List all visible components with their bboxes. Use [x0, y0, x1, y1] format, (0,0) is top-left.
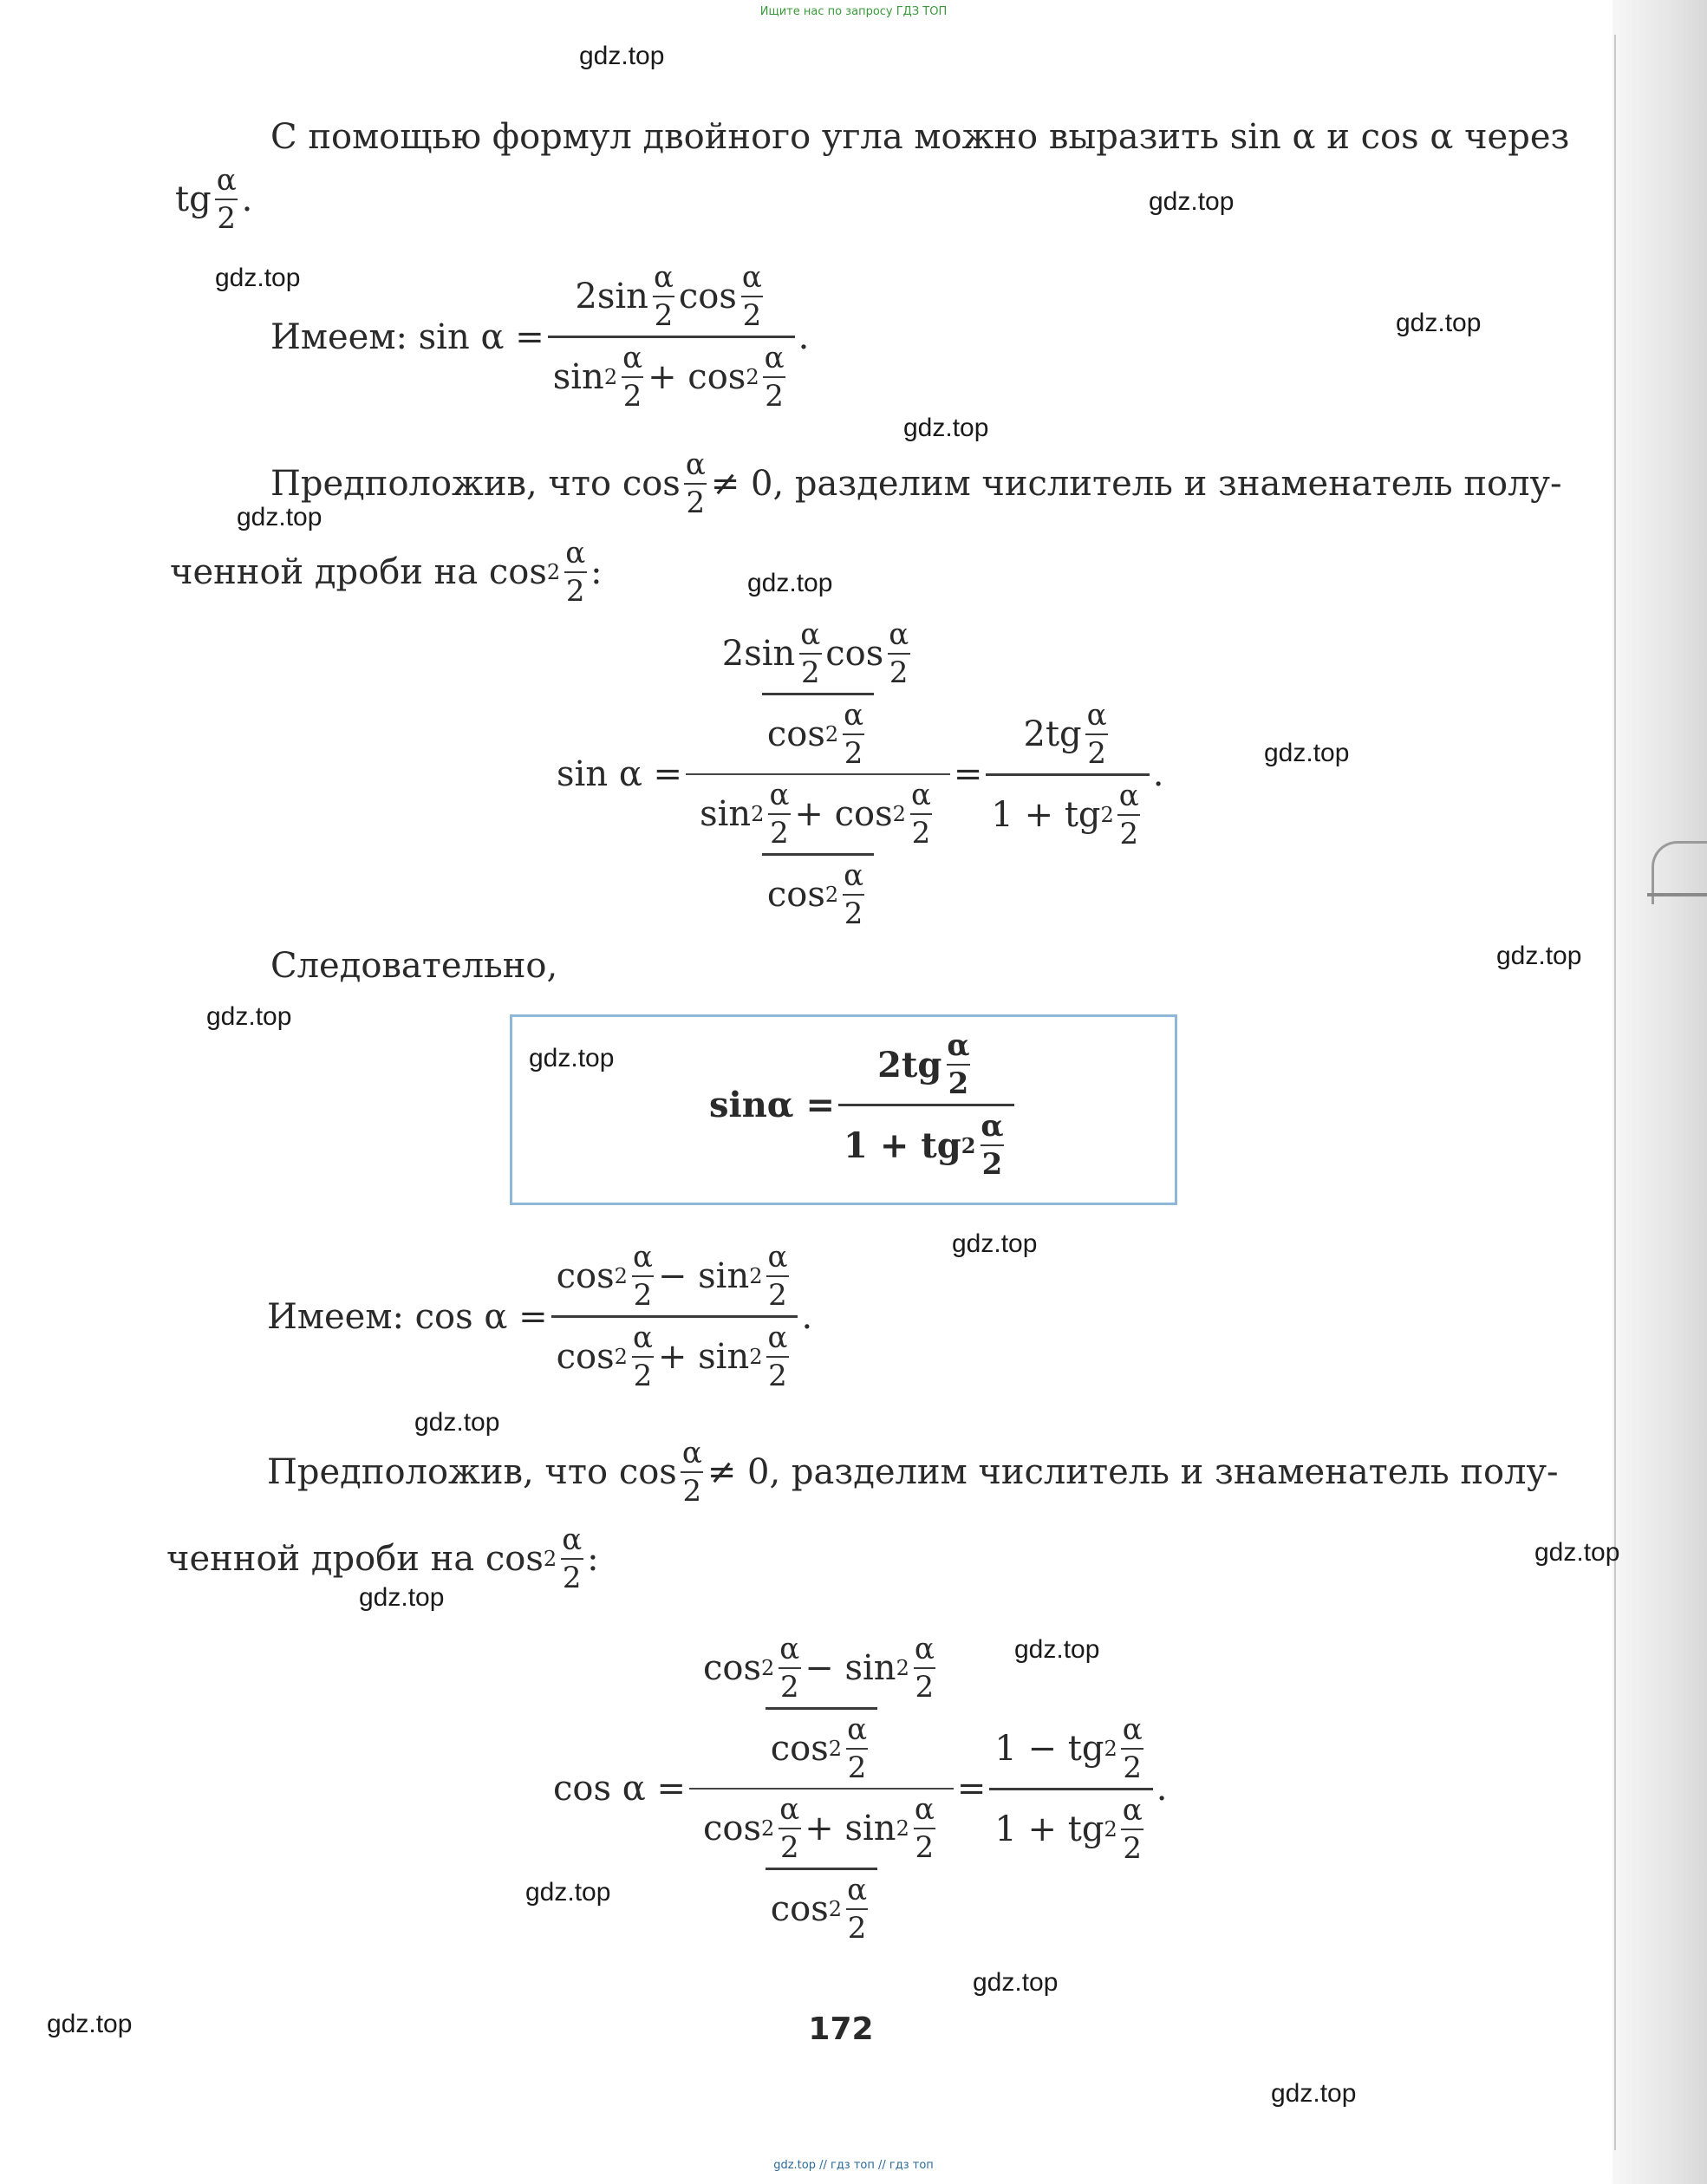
- fraction-alpha-half: [842, 858, 865, 931]
- minus: −: [1027, 1728, 1058, 1769]
- square: 2: [749, 1345, 763, 1369]
- cos-symbol: cos: [834, 794, 893, 834]
- page-number: 172: [808, 2011, 874, 2047]
- period: .: [1156, 1769, 1168, 1809]
- numerator: [570, 260, 772, 336]
- one: 1: [991, 794, 1013, 835]
- sub-fraction: [698, 1632, 945, 1785]
- square: 2: [614, 1264, 628, 1288]
- numerator: α: [769, 778, 790, 812]
- square: 2: [1104, 1816, 1117, 1842]
- sin-symbol: sin: [418, 316, 470, 357]
- divide-line: [166, 1522, 599, 1595]
- fraction-alpha-half: [979, 1109, 1005, 1182]
- sin-symbol: sin: [557, 754, 609, 794]
- main-fraction: [551, 1240, 798, 1393]
- sub-fraction: [694, 778, 941, 931]
- fraction-alpha-half: [631, 1320, 655, 1393]
- assumption-text: Предположив, что: [270, 464, 612, 504]
- denominator: 2: [1121, 1748, 1143, 1785]
- cos-symbol: cos: [553, 1769, 612, 1809]
- fraction-alpha-half: [766, 1240, 790, 1313]
- denominator: 2: [215, 199, 238, 236]
- cos-symbol: cos: [770, 1889, 829, 1929]
- fraction-alpha-half: [1121, 1793, 1144, 1866]
- numerator: α: [914, 1792, 935, 1827]
- numerator: [694, 778, 941, 853]
- tg-symbol: tg: [921, 1125, 961, 1166]
- period: .: [798, 316, 810, 357]
- square: 2: [961, 1132, 976, 1158]
- cos-derivation: [553, 1632, 1167, 1946]
- denominator: 2: [846, 1748, 869, 1785]
- numerator: α: [767, 1240, 788, 1275]
- denominator: [838, 1104, 1014, 1182]
- equals: =: [515, 316, 544, 357]
- fraction-alpha-half: [913, 1792, 936, 1865]
- fraction-alpha-half: [1121, 1712, 1144, 1785]
- watermark: gdz.top: [1149, 187, 1235, 216]
- denominator: 2: [681, 1471, 703, 1509]
- watermark: gdz.top: [215, 264, 301, 292]
- equals: =: [953, 754, 983, 794]
- denominator: 2: [888, 653, 910, 690]
- denominator: 2: [981, 1144, 1005, 1182]
- sub-fraction: [717, 617, 920, 771]
- square: 2: [603, 365, 618, 389]
- cos-symbol: cos: [702, 1809, 761, 1848]
- plus: +: [879, 1125, 909, 1166]
- page-edge: [1614, 35, 1616, 2150]
- denominator: 2: [653, 296, 675, 333]
- equals: =: [956, 1769, 987, 1809]
- tg-symbol: tg: [1067, 1809, 1104, 1849]
- watermark: gdz.top: [1264, 739, 1350, 767]
- numerator: α: [565, 536, 586, 570]
- fraction-alpha-half: [845, 1712, 869, 1785]
- numerator: α: [622, 341, 643, 375]
- cos-symbol: cos: [766, 875, 825, 915]
- denominator: [989, 1788, 1152, 1866]
- denominator: 2: [763, 376, 785, 414]
- intro-line: С помощью формул двойного угла можно выразить sin α и cos α через: [270, 117, 1570, 157]
- square: 2: [824, 722, 839, 746]
- watermark: gdz.top: [903, 414, 989, 442]
- square: 2: [751, 802, 765, 826]
- numerator: α: [1122, 1792, 1143, 1828]
- denominator: 2: [1085, 733, 1108, 771]
- denominator: 2: [914, 1667, 936, 1705]
- square: 2: [746, 365, 759, 389]
- watermark: gdz.top: [1396, 309, 1482, 337]
- fraction-alpha-half: [767, 778, 791, 851]
- numerator: α: [764, 341, 785, 375]
- fraction-alpha-half: [945, 1028, 971, 1101]
- numerator: [698, 1792, 945, 1868]
- denominator: 2: [1117, 814, 1140, 851]
- fraction-alpha-half: [778, 1792, 801, 1865]
- sin-symbol: sin: [698, 1256, 750, 1296]
- cos-symbol: cos: [770, 1729, 829, 1769]
- fraction-alpha-half: [684, 447, 707, 520]
- sin-tg-formula: [709, 1028, 1018, 1182]
- plus: +: [648, 357, 677, 397]
- tg-symbol: tg: [1067, 1728, 1104, 1769]
- result-fraction: [838, 1028, 1014, 1182]
- minus: −: [657, 1256, 687, 1296]
- period: .: [801, 1296, 813, 1337]
- numerator: α: [910, 778, 931, 812]
- compound-fraction: [686, 617, 950, 931]
- denominator: 2: [843, 733, 865, 771]
- cos-symbol: cos: [556, 1256, 615, 1296]
- plus: +: [1027, 1809, 1058, 1849]
- numerator: α: [685, 447, 706, 482]
- cos-symbol: cos: [485, 1539, 544, 1579]
- alpha-symbol: α: [618, 754, 642, 794]
- fraction-alpha-half: [560, 1522, 583, 1595]
- numerator: α: [914, 1632, 935, 1666]
- square: 2: [896, 1816, 909, 1841]
- divide-text: ченной дроби на: [166, 1539, 475, 1579]
- cos-symbol: cos: [766, 714, 825, 754]
- one: 1: [844, 1125, 868, 1166]
- cos-symbol: cos: [678, 277, 737, 316]
- main-fraction: [548, 260, 795, 414]
- denominator: 2: [914, 1828, 936, 1865]
- denominator: [551, 1315, 798, 1393]
- result-fraction: [986, 698, 1149, 851]
- tg-symbol: tg: [175, 179, 212, 219]
- square: 2: [1100, 802, 1114, 827]
- denominator: [762, 693, 874, 771]
- numerator: [708, 617, 928, 773]
- alpha-symbol: α: [484, 1296, 508, 1337]
- denominator: 2: [766, 1275, 789, 1313]
- divide-text: ченной дроби на: [170, 552, 479, 592]
- imeem-label: Имеем:: [270, 316, 407, 357]
- equals: =: [656, 1769, 686, 1809]
- denominator: 2: [622, 376, 644, 414]
- numerator: α: [844, 698, 864, 733]
- cos-double-angle-formula: [267, 1240, 812, 1393]
- fraction-alpha-half: [778, 1632, 801, 1705]
- denominator: 2: [799, 653, 822, 690]
- watermark: gdz.top: [747, 569, 833, 597]
- numerator: α: [767, 1320, 788, 1355]
- compound-fraction: [689, 1632, 954, 1946]
- fraction-alpha-half: [909, 778, 933, 851]
- watermark: gdz.top: [414, 1408, 500, 1437]
- alpha-symbol: α: [480, 316, 505, 357]
- fraction-alpha-half: [763, 341, 786, 414]
- colon: :: [587, 1539, 599, 1579]
- numerator: α: [800, 617, 821, 652]
- denominator: 2: [843, 894, 865, 931]
- assumption-line: [270, 447, 1562, 520]
- fraction-alpha-half: [621, 341, 644, 414]
- denominator: [686, 773, 950, 931]
- colon: :: [590, 552, 603, 592]
- numerator: α: [216, 163, 237, 198]
- plus: +: [1024, 794, 1054, 835]
- watermark: gdz.top: [237, 503, 323, 531]
- top-banner[interactable]: Ищите нас по запросу ГДЗ ТОП: [759, 5, 948, 18]
- denominator: 2: [561, 1558, 583, 1595]
- result-fraction: [989, 1712, 1152, 1866]
- numerator: α: [847, 1712, 868, 1747]
- numerator: [717, 617, 920, 693]
- denominator: 2: [564, 571, 587, 609]
- coef: 2: [1023, 714, 1046, 754]
- denominator: [766, 1707, 877, 1785]
- cos-symbol: cos: [825, 634, 884, 674]
- assumption-text: Предположив, что: [267, 1452, 609, 1492]
- numerator: α: [632, 1240, 653, 1275]
- denominator: 2: [779, 1828, 801, 1865]
- square: 2: [761, 1816, 775, 1841]
- watermark: gdz.top: [973, 1968, 1059, 1997]
- coef: 2: [877, 1044, 902, 1085]
- cos-symbol: cos: [414, 1296, 473, 1337]
- numerator: α: [741, 260, 762, 295]
- denominator: 2: [741, 296, 764, 333]
- sin-symbol: sin: [709, 1085, 767, 1125]
- numerator: α: [562, 1522, 583, 1557]
- fraction-alpha-half: [564, 536, 587, 609]
- fraction-alpha-half: [1117, 779, 1141, 851]
- minus: −: [805, 1648, 834, 1688]
- sub-fraction: [698, 1792, 945, 1946]
- numerator: α: [947, 1028, 970, 1063]
- sin-symbol: sin: [596, 277, 648, 316]
- coef: 2: [721, 634, 745, 674]
- square: 2: [896, 1656, 909, 1680]
- fraction-alpha-half: [631, 1240, 655, 1313]
- equals: =: [653, 754, 683, 794]
- square: 2: [749, 1264, 763, 1288]
- denominator: 2: [910, 813, 933, 851]
- imeem-label: Имеем:: [267, 1296, 404, 1337]
- square: 2: [892, 802, 906, 826]
- watermark: gdz.top: [1271, 2079, 1357, 2108]
- square: 2: [546, 560, 561, 584]
- fraction-alpha-half: [215, 163, 238, 236]
- plus: +: [657, 1337, 687, 1377]
- assumption-line: [267, 1436, 1559, 1509]
- numerator: [989, 1712, 1152, 1788]
- numerator: [689, 1632, 954, 1788]
- cos-symbol: cos: [488, 552, 547, 592]
- cos-symbol: cos: [556, 1337, 615, 1377]
- denominator: [762, 853, 874, 931]
- denominator: [548, 336, 795, 414]
- fraction-alpha-half: [681, 1436, 704, 1509]
- alpha-symbol: α: [622, 1769, 646, 1809]
- sin-symbol: sin: [744, 634, 796, 674]
- numerator: α: [1118, 778, 1139, 813]
- watermark: gdz.top: [1496, 942, 1582, 970]
- numerator: α: [653, 260, 674, 295]
- fraction-alpha-half: [740, 260, 764, 333]
- fraction-alpha-half: [845, 1873, 869, 1946]
- tg-symbol: tg: [1045, 714, 1082, 754]
- square: 2: [761, 1656, 775, 1680]
- plus: +: [805, 1809, 834, 1848]
- numerator: α: [889, 617, 909, 652]
- denominator: 2: [768, 813, 791, 851]
- sin-symbol: sin: [844, 1648, 896, 1688]
- numerator: [872, 1028, 980, 1104]
- numerator: [551, 1240, 798, 1315]
- numerator: α: [681, 1436, 702, 1470]
- numerator: α: [1122, 1711, 1143, 1747]
- divide-line: [170, 536, 603, 609]
- equals: =: [518, 1296, 548, 1337]
- watermark: gdz.top: [579, 42, 665, 70]
- watermark: gdz.top: [529, 1044, 615, 1072]
- watermark: gdz.top: [206, 1002, 292, 1031]
- square: 2: [828, 1897, 843, 1921]
- not-equal-zero: ≠ 0,: [707, 1452, 781, 1492]
- square: 2: [824, 883, 839, 907]
- cos-symbol: cos: [622, 464, 681, 504]
- tg-symbol: tg: [1064, 794, 1101, 835]
- denominator: 2: [632, 1356, 655, 1393]
- fraction-alpha-half: [798, 617, 822, 690]
- bookmark-line: [1647, 893, 1707, 896]
- assumption-text-cont: разделим числитель и знаменатель полу-: [791, 1452, 1559, 1492]
- denominator: 2: [766, 1356, 789, 1393]
- equals: =: [805, 1085, 836, 1125]
- sin-derivation: [557, 617, 1163, 931]
- tg-symbol: tg: [901, 1044, 942, 1085]
- denominator: [689, 1788, 954, 1946]
- numerator: [698, 1632, 945, 1707]
- coef: 2: [575, 277, 597, 316]
- numerator: α: [632, 1320, 653, 1355]
- watermark: gdz.top: [1534, 1538, 1620, 1567]
- fraction-alpha-half: [1085, 698, 1109, 771]
- sin-symbol: sin: [698, 1337, 750, 1377]
- intro-tg-half-alpha: [175, 163, 252, 236]
- sin-symbol: sin: [700, 794, 752, 834]
- fraction-alpha-half: [652, 260, 675, 333]
- not-equal-zero: ≠ 0,: [710, 464, 785, 504]
- one: 1: [994, 1728, 1017, 1769]
- numerator: α: [981, 1109, 1004, 1144]
- square: 2: [1104, 1736, 1117, 1761]
- numerator: α: [779, 1632, 800, 1666]
- cos-symbol: cos: [618, 1452, 677, 1492]
- cos-symbol: cos: [702, 1648, 761, 1688]
- fraction-alpha-half: [913, 1632, 936, 1705]
- numerator: α: [844, 858, 864, 893]
- one: 1: [994, 1809, 1017, 1849]
- watermark: gdz.top: [525, 1878, 611, 1907]
- denominator: 2: [684, 483, 707, 520]
- bottom-banner[interactable]: gdz.top // гдз топ // гдз топ: [773, 2159, 934, 2172]
- square: 2: [614, 1345, 628, 1369]
- square: 2: [828, 1737, 843, 1761]
- watermark: gdz.top: [952, 1229, 1038, 1258]
- alpha-symbol: α: [766, 1085, 794, 1125]
- cos-symbol: cos: [687, 357, 746, 397]
- watermark: gdz.top: [359, 1583, 445, 1612]
- denominator: [766, 1868, 877, 1946]
- denominator: 2: [632, 1275, 655, 1313]
- page-shadow: [1613, 0, 1707, 2184]
- denominator: [986, 773, 1149, 851]
- denominator: 2: [846, 1908, 869, 1946]
- plus: +: [794, 794, 824, 834]
- numerator: α: [847, 1873, 868, 1907]
- watermark: gdz.top: [47, 2010, 133, 2038]
- sin-symbol: sin: [844, 1809, 896, 1848]
- therefore-label: Следовательно,: [270, 946, 558, 986]
- watermark: gdz.top: [1014, 1635, 1100, 1664]
- fraction-alpha-half: [842, 698, 865, 771]
- period: .: [1152, 754, 1164, 794]
- numerator: [1019, 698, 1117, 773]
- assumption-text-cont: разделим числитель и знаменатель полу-: [794, 464, 1562, 504]
- sin-symbol: sin: [552, 357, 604, 397]
- denominator: 2: [947, 1064, 971, 1101]
- numerator: α: [1086, 697, 1107, 733]
- period: .: [241, 179, 253, 219]
- square: 2: [543, 1547, 557, 1571]
- fraction-alpha-half: [766, 1320, 790, 1393]
- sin-double-angle-formula: [270, 260, 809, 414]
- denominator: 2: [1121, 1829, 1143, 1866]
- denominator: 2: [779, 1667, 801, 1705]
- fraction-alpha-half: [887, 617, 910, 690]
- numerator: α: [779, 1792, 800, 1827]
